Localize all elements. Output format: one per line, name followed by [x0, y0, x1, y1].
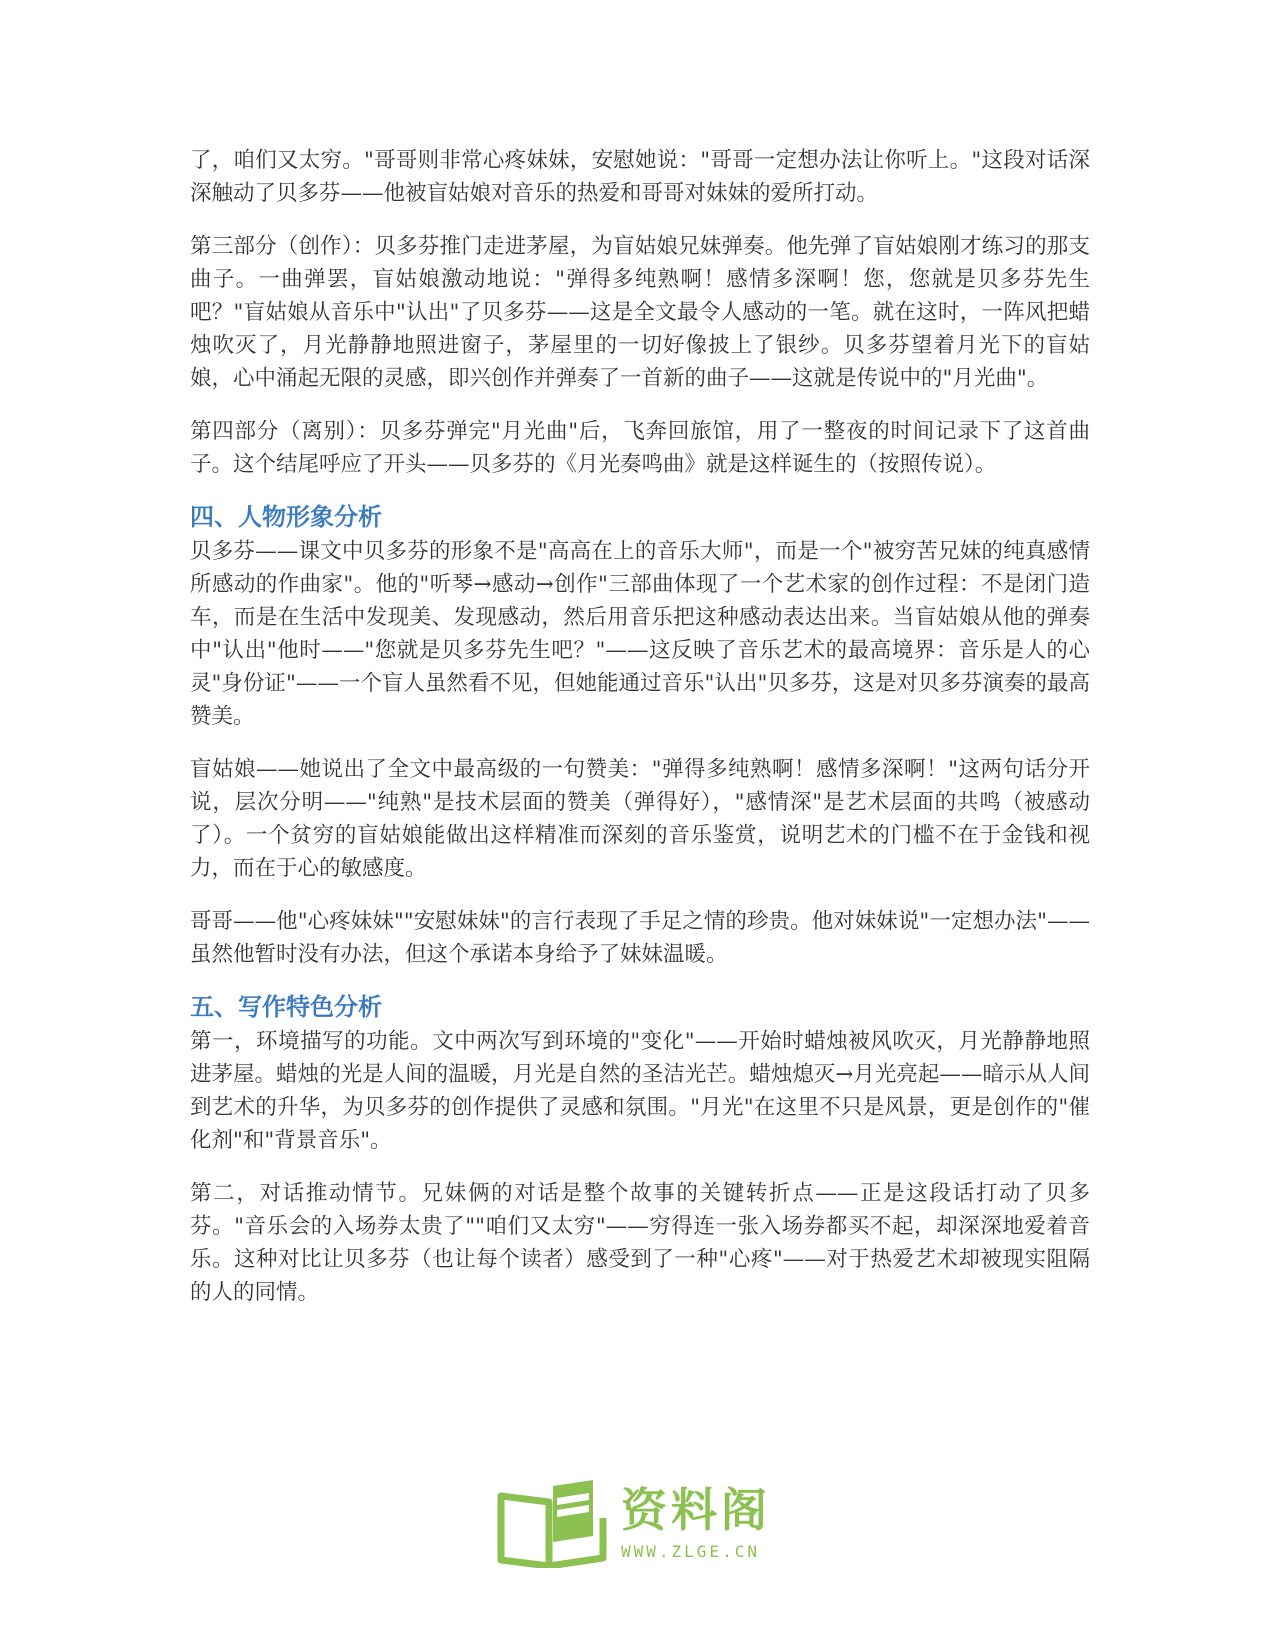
paragraph: 哥哥——他"心疼妹妹""安慰妹妹"的言行表现了手足之情的珍贵。他对妹妹说"一定想办法"——虽然他暂时没有办法，但这个承诺本身给予了妹妹温暖。: [190, 909, 1090, 967]
paragraph: 第二，对话推动情节。兄妹俩的对话是整个故事的关键转折点——正是这段话打动了贝多芬。"音乐会的入场券太贵了""咱们又太穷"——穷得连一张入场券都买不起，却深深地爱着音乐。这种对比让贝多芬（也让每个读者）感受到了一种"心疼"——对于热爱艺术却被现实阻隔的人的同情。: [190, 1181, 1090, 1305]
document-body: [190, 144, 1090, 1329]
section-heading-characters: 四、人物形象分析: [190, 503, 382, 531]
logo-name: 资料阁: [621, 1483, 771, 1537]
paragraph: 贝多芬——课文中贝多芬的形象不是"高高在上的音乐大师"，而是一个"被穷苦兄妹的纯真感情所感动的作曲家"。他的"听琴→感动→创作"三部曲体现了一个艺术家的创作过程：不是闭门造车，而是在生活中发现美、发现感动，然后用音乐把这种感动表达出来。当盲姑娘从他的弹奏中"认出"他时——"您就是贝多芬先生吧？"——这反映了音乐艺术的最高境界：音乐是人的心灵"身份证"——一个盲人虽然看不见，但她能通过音乐"认出"贝多芬，这是对贝多芬演奏的最高赞美。: [190, 539, 1090, 729]
logo-url: WWW.ZLGE.CN: [621, 1542, 760, 1561]
section-heading-writing-features: 五、写作特色分析: [190, 993, 382, 1021]
paragraph: 第三部分（创作）：贝多芬推门走进茅屋，为盲姑娘兄妹弹奏。他先弹了盲姑娘刚才练习的那支曲子。一曲弹罢，盲姑娘激动地说："弹得多纯熟啊！感情多深啊！您，您就是贝多芬先生吧？"盲姑娘从音乐中"认出"了贝多芬——这是全文最令人感动的一笔。就在这时，一阵风把蜡烛吹灭了，月光静静地照进窗子，茅屋里的一切好像披上了银纱。贝多芬望着月光下的盲姑娘，心中涌起无限的灵感，即兴创作并弹奏了一首新的曲子——这就是传说中的"月光曲"。: [190, 234, 1090, 391]
open-book-icon: [493, 1478, 611, 1568]
site-logo: [493, 1478, 783, 1574]
paragraph: 了，咱们又太穷。"哥哥则非常心疼妹妹，安慰她说："哥哥一定想办法让你听上。"这段对话深深触动了贝多芬——他被盲姑娘对音乐的热爱和哥哥对妹妹的爱所打动。: [190, 148, 1090, 206]
paragraph: 盲姑娘——她说出了全文中最高级的一句赞美："弹得多纯熟啊！感情多深啊！"这两句话分开说，层次分明——"纯熟"是技术层面的赞美（弹得好），"感情深"是艺术层面的共鸣（被感动了）。一个贫穷的盲姑娘能做出这样精准而深刻的音乐鉴赏，说明艺术的门槛不在于金钱和视力，而在于心的敏感度。: [190, 757, 1090, 881]
paragraph: 第一，环境描写的功能。文中两次写到环境的"变化"——开始时蜡烛被风吹灭，月光静静地照进茅屋。蜡烛的光是人间的温暖，月光是自然的圣洁光芒。蜡烛熄灭→月光亮起——暗示从人间到艺术的升华，为贝多芬的创作提供了灵感和氛围。"月光"在这里不只是风景，更是创作的"催化剂"和"背景音乐"。: [190, 1029, 1090, 1153]
paragraph: 第四部分（离别）：贝多芬弹完"月光曲"后，飞奔回旅馆，用了一整夜的时间记录下了这首曲子。这个结尾呼应了开头——贝多芬的《月光奏鸣曲》就是这样诞生的（按照传说）。: [190, 419, 1090, 477]
